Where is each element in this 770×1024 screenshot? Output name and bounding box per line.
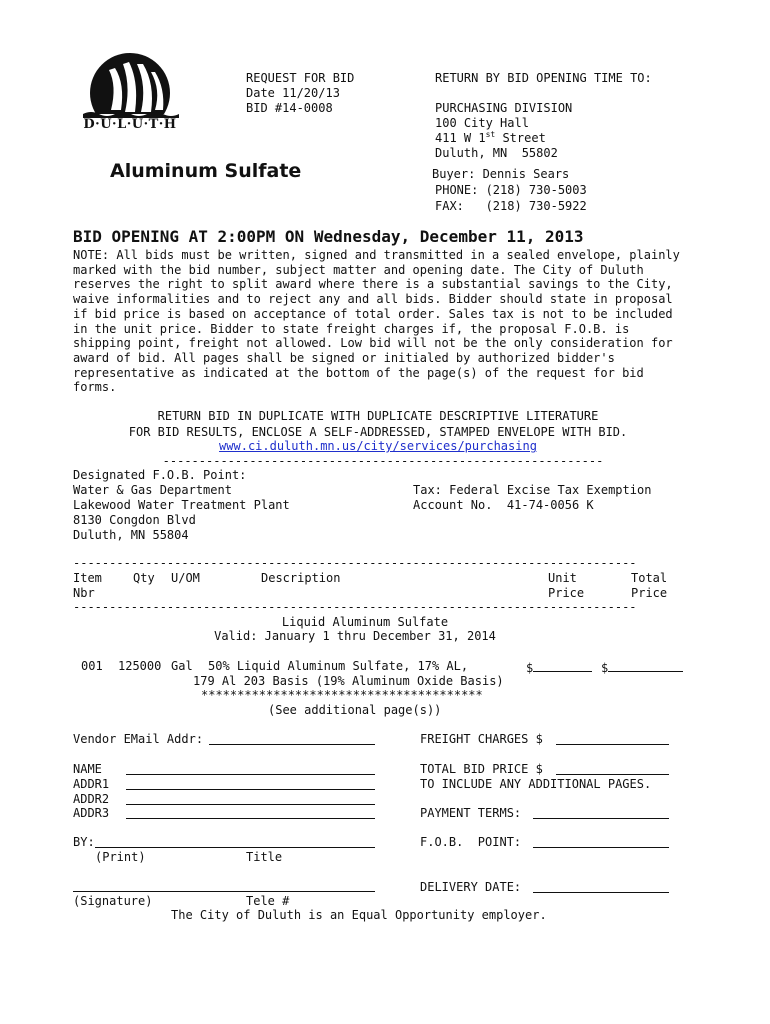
logo-city-name: D·U·L·U·T·H xyxy=(83,117,177,132)
col-qty: Qty xyxy=(133,571,155,585)
col-total: Total xyxy=(631,571,668,585)
col-item: Item xyxy=(73,571,102,585)
tele-label: Tele # xyxy=(246,894,290,908)
additional-pages-note: (See additional page(s)) xyxy=(268,703,442,717)
return-label: RETURN BY BID OPENING TIME TO: xyxy=(435,71,652,85)
by-field[interactable] xyxy=(95,835,375,848)
addr1-field[interactable] xyxy=(126,777,375,790)
name-label: NAME xyxy=(73,762,102,776)
purchasing-website-link[interactable]: www.ci.duluth.mn.us/city/services/purchasing xyxy=(219,439,537,453)
by-label: BY: xyxy=(73,835,95,849)
freight-charges-label: FREIGHT CHARGES $ xyxy=(420,732,543,746)
table-divider-bottom: ------------------------------------------------------------------------------ xyxy=(73,600,637,614)
addr2-field[interactable] xyxy=(126,792,375,805)
city-address: Duluth, MN 55802 xyxy=(435,146,558,160)
fob-label: Designated F.O.B. Point: xyxy=(73,468,247,482)
note-paragraph: NOTE: All bids must be written, signed and transmitted in a sealed envelope, plainly marked with the bid number, subject matter and opening date. The City of Duluth reserves the right to split award where there is a substantial savings to the City, waive informalities and to reject any and all bids. Bidder should state in proposal if bid price is based on acceptance of total order. Sales tax is not to be included in the unit price. Bidder to state freight charges if, the proposal F.O.B. is shipping point, freight not allowed. Low bid will not be the only consideration for award of bid. All pages shall be signed or initialed by authorized bidder's representative as indicated at the bottom of the page(s) of the request for bid forms. xyxy=(73,248,680,395)
unit-price-field[interactable]: $ xyxy=(526,659,592,676)
phone-number: PHONE: (218) 730-5003 xyxy=(435,183,587,197)
addr2-label: ADDR2 xyxy=(73,792,110,806)
purchasing-division: PURCHASING DIVISION xyxy=(435,101,573,115)
fob-point-label: F.O.B. POINT: xyxy=(420,835,522,849)
website-line xyxy=(73,439,683,454)
stars-divider: *************************************** xyxy=(201,688,483,702)
fob-line-2: Lakewood Water Treatment Plant xyxy=(73,498,290,512)
addr3-field[interactable] xyxy=(126,806,375,819)
signature-label: (Signature) xyxy=(73,894,153,908)
col-item-nbr: Nbr xyxy=(73,586,95,600)
col-description: Description xyxy=(261,571,341,585)
fob-line-1: Water & Gas Department xyxy=(73,483,232,497)
signature-field[interactable] xyxy=(73,879,375,892)
bid-opening-heading: BID OPENING AT 2:00PM ON Wednesday, December 11, 2013 xyxy=(73,227,584,246)
bid-number: BID #14-0008 xyxy=(246,101,333,115)
fax-number: FAX: (218) 730-5922 xyxy=(435,199,587,213)
fob-line-3: 8130 Congdon Blvd xyxy=(73,513,196,527)
city-hall: 100 City Hall xyxy=(435,116,529,130)
total-price-field[interactable]: $ xyxy=(601,659,683,676)
col-total-price: Price xyxy=(631,586,668,600)
section-valid: Valid: January 1 thru December 31, 2014 xyxy=(214,629,496,643)
street-address: 411 W 1st Street xyxy=(435,130,546,145)
col-unit-price: Price xyxy=(548,586,585,600)
total-bid-price-label: TOTAL BID PRICE $ xyxy=(420,762,543,776)
fob-point-field[interactable] xyxy=(533,835,669,848)
equal-opportunity-footer: The City of Duluth is an Equal Opportunity employer. xyxy=(171,908,547,922)
col-unit: Unit xyxy=(548,571,577,585)
col-uom: U/OM xyxy=(171,571,200,585)
include-pages-note: TO INCLUDE ANY ADDITIONAL PAGES. xyxy=(420,777,652,791)
vendor-email-label: Vendor EMail Addr: xyxy=(73,732,204,746)
section-heading: Liquid Aluminum Sulfate xyxy=(281,615,449,629)
payment-terms-label: PAYMENT TERMS: xyxy=(420,806,522,820)
item-uom: Gal xyxy=(171,659,193,673)
addr1-label: ADDR1 xyxy=(73,777,110,791)
delivery-date-label: DELIVERY DATE: xyxy=(420,880,522,894)
buyer-name: Buyer: Dennis Sears xyxy=(432,167,570,181)
item-qty: 125000 xyxy=(118,659,162,673)
return-instruction-2: FOR BID RESULTS, ENCLOSE A SELF-ADDRESSED, STAMPED ENVELOPE WITH BID. xyxy=(128,425,628,439)
title-label: Title xyxy=(246,850,283,864)
total-bid-price-field[interactable] xyxy=(556,762,669,775)
vendor-email-field[interactable] xyxy=(209,732,375,745)
document-title: Aluminum Sulfate xyxy=(110,160,302,182)
item-desc-1: 50% Liquid Aluminum Sulfate, 17% AL, xyxy=(208,659,469,673)
return-instruction-1: RETURN BID IN DUPLICATE WITH DUPLICATE DESCRIPTIVE LITERATURE xyxy=(157,409,599,423)
name-field[interactable] xyxy=(126,762,375,775)
tax-exemption: Tax: Federal Excise Tax Exemption xyxy=(413,483,652,497)
item-desc-2: 179 Al 203 Basis (19% Aluminum Oxide Basis) xyxy=(193,674,504,688)
table-divider-top: ------------------------------------------------------------------------------ xyxy=(73,556,637,570)
tax-account-number: Account No. 41-74-0056 K xyxy=(413,498,594,512)
fob-line-4: Duluth, MN 55804 xyxy=(73,528,189,542)
delivery-date-field[interactable] xyxy=(533,880,669,893)
payment-terms-field[interactable] xyxy=(533,806,669,819)
request-for-bid-label: REQUEST FOR BID xyxy=(246,71,355,85)
bid-date: Date 11/20/13 xyxy=(246,86,340,100)
print-label: (Print) xyxy=(95,850,146,864)
item-nbr: 001 xyxy=(81,659,103,673)
addr3-label: ADDR3 xyxy=(73,806,110,820)
short-divider: ------------------------------------------------------------- xyxy=(162,454,604,468)
freight-charges-field[interactable] xyxy=(556,732,669,745)
